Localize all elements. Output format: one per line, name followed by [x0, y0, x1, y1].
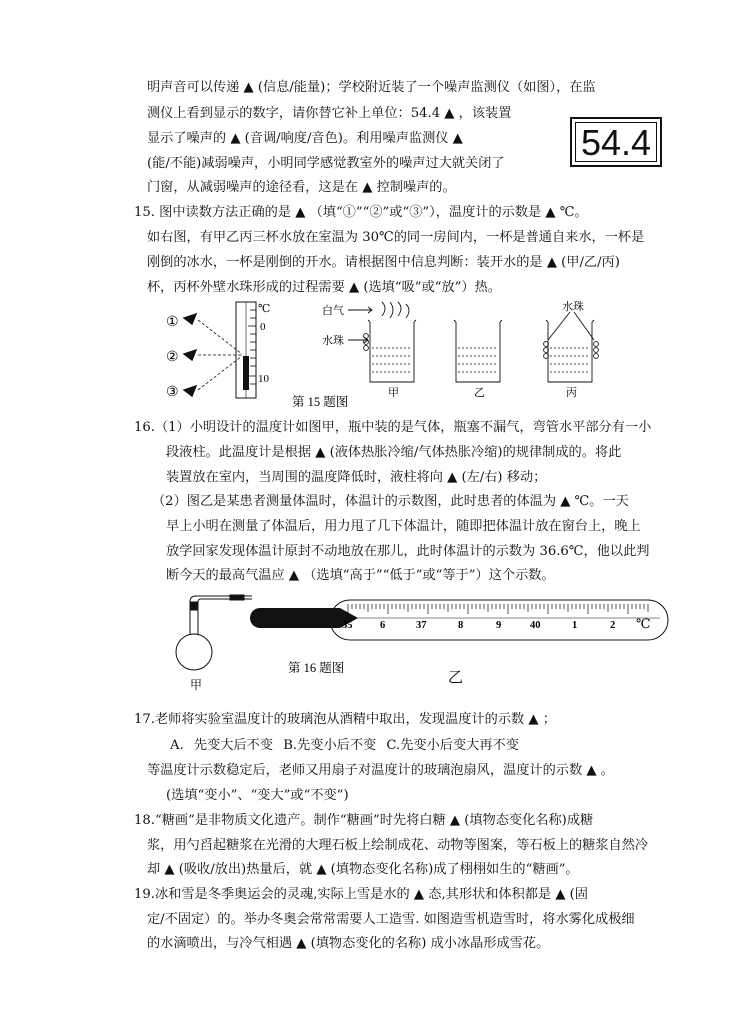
- text-line: 显示了噪声的 ▲ (音调/响度/音色)。利用噪声监测仪 ▲: [147, 131, 463, 146]
- tick-label: 0: [260, 321, 266, 333]
- text-line: 装置放在室内，当周围的温度降低时，液柱将向 ▲ (左/右) 移动；: [166, 470, 547, 485]
- display-inner: 54.4: [575, 122, 657, 162]
- svg-text:℃: ℃: [636, 616, 651, 631]
- text-line: 等温度计示数稳定后，老师又用扇子对温度计的玻璃泡扇风，温度计的示数 ▲ 。: [147, 763, 614, 778]
- text-line: 刚倒的冰水，一杯是刚倒的开水。请根据图中信息判断：装开水的是 ▲ (甲/乙/丙): [147, 255, 620, 270]
- q16-line: 16.（1）小明设计的温度计如图甲，瓶中装的是气体，瓶塞不漏气，弯管水平部分有一小: [134, 420, 652, 435]
- figure-caption: 第 15 题图: [292, 395, 349, 409]
- svg-text:9: 9: [496, 620, 502, 631]
- mark-2: ②: [166, 350, 179, 365]
- figure-caption: 第 16 题图: [288, 661, 345, 675]
- text-line: 断今天的最高气温应 ▲ （选填“高于”“低于”或“等于”）这个示数。: [166, 568, 555, 583]
- flask-label: 甲: [190, 678, 203, 692]
- options-line: A. 先变大后不变 B.先变小后不变 C.先变小后变大再不变: [170, 738, 519, 753]
- q17-line: 17.老师将实验室温度计的玻璃泡从酒精中取出，发现温度计的示数 ▲ ；: [134, 712, 556, 727]
- text-line: 却 ▲ (吸收/放出)热量后，就 ▲ (填物态变化名称)成了栩栩如生的“糖画”。: [147, 862, 579, 877]
- svg-text:37: 37: [416, 620, 427, 631]
- text-line: 定/不固定）的。举办冬奥会常常需要人工造雪. 如图造雪机造雪时，将水雾化成极细: [147, 912, 635, 927]
- scale-ticks: [348, 604, 648, 614]
- svg-text:8: 8: [458, 620, 464, 631]
- mark-3: ③: [166, 385, 179, 400]
- text-line: 杯，丙杯外壁水珠形成的过程需要 ▲ (选填“吸”或“放”）热。: [147, 280, 501, 295]
- mark-1: ①: [166, 315, 179, 330]
- text-line: (能/不能)减弱噪声，小明同学感觉教室外的噪声过大就关闭了: [147, 156, 505, 171]
- text-line: 段液柱。此温度计是根据 ▲ (液体热胀冷缩/气体热胀冷缩)的规律制成的。将此: [166, 445, 622, 460]
- text-line: 明声音可以传递 ▲ (信息/能量)；学校附近装了一个噪声监测仪（如图），在监: [147, 80, 596, 95]
- text-line: 门窗，从减弱噪声的途径看，这是在 ▲ 控制噪声的。: [147, 180, 456, 195]
- thermo-label: 乙: [448, 670, 464, 686]
- figure-16: [170, 588, 690, 698]
- text-line: （2）图乙是某患者测量体温时，体温计的示数图，此时患者的体温为 ▲ ℃。一天: [152, 494, 629, 509]
- label-droplets: 水珠: [322, 335, 344, 347]
- svg-text:40: 40: [530, 620, 541, 631]
- cup-label-yi: 乙: [474, 387, 485, 399]
- eye-icon: [184, 314, 196, 396]
- text-line: 的水滴喷出，与冷气相遇 ▲ (填物态变化的名称) 成小冰晶形成雪花。: [147, 936, 550, 951]
- cup-label-bing: 丙: [566, 387, 577, 399]
- q18-line: 18.“糖画”是非物质文化遗产。制作“糖画”时先将白糖 ▲ (填物态变化名称)成糖: [134, 813, 594, 828]
- cup-label-jia: 甲: [388, 387, 399, 399]
- svg-text:2: 2: [610, 620, 616, 631]
- svg-text:1: 1: [572, 620, 578, 631]
- thermometer: [236, 302, 270, 398]
- flask: [176, 595, 252, 670]
- figure-15: [150, 296, 630, 416]
- text-line: 放学回家发现体温计原封不动地放在那儿，此时体温计的示数为 36.6℃，他以此判: [166, 544, 650, 559]
- svg-text:35: 35: [342, 620, 353, 631]
- text-line: (选填“变小”、“变大”或“不变”): [166, 788, 349, 803]
- q15-line: 15. 图中读数方法正确的是 ▲ （填“①”“②”或“③”），温度计的示数是 ▲ ℃。: [134, 205, 588, 220]
- label-steam: 白气: [322, 305, 344, 317]
- text-line: 如右图，有甲乙丙三杯水放在室温为 30℃的同一房间内，一杯是普通自来水，一杯是: [147, 230, 645, 245]
- text-line: 早上小明在测量了体温后，用力甩了几下体温计，随即把体温计放在窗台上，晚上: [166, 519, 641, 534]
- noise-display: [570, 117, 662, 167]
- q19-line: 19.冰和雪是冬季奥运会的灵魂,实际上雪是水的 ▲ 态,其形状和体积都是 ▲ (固: [134, 887, 588, 902]
- unit-label: ℃: [258, 303, 271, 315]
- tick-label: 10: [258, 373, 269, 385]
- svg-text:6: 6: [380, 620, 386, 631]
- text-line: 测仪上看到显示的数字，请你替它补上单位：54.4 ▲ ，该装置: [147, 106, 512, 121]
- label-droplets-c: 水珠: [562, 301, 584, 313]
- text-line: 浆，用勺舀起糖浆在光滑的大理石板上绘制成花、动物等图案，等石板上的糖浆自然冷: [147, 838, 649, 853]
